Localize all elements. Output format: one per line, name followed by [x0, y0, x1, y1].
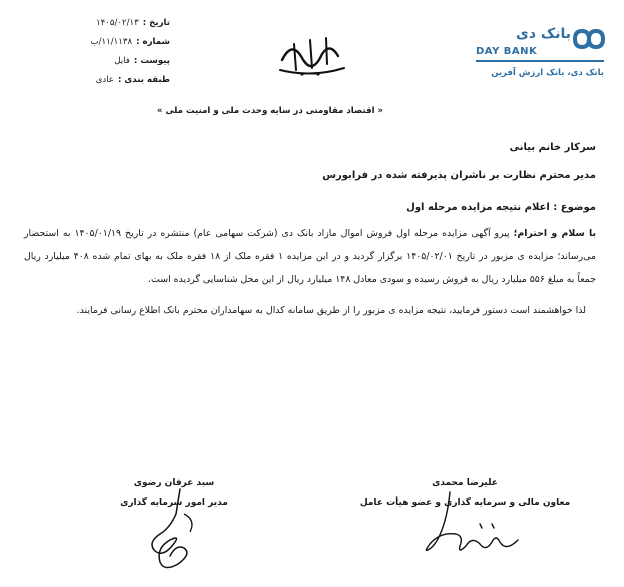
bank-logo-persian: بانک دی — [516, 26, 571, 42]
salutation: با سلام و احترام؛ — [513, 228, 596, 239]
date-label: تاریخ : — [142, 18, 170, 28]
bank-tagline: بانک دی، بانک ارزش آفرین — [491, 68, 604, 78]
letter-body — [24, 222, 596, 322]
right-signatory-name: علیرضا محمدی — [432, 478, 498, 488]
bank-logo-english: DAY BANK — [476, 46, 538, 57]
bank-logo — [472, 24, 608, 94]
left-signatory-role: مدیر امور سرمایه گذاری — [120, 498, 228, 508]
number-row — [40, 33, 170, 52]
left-signatory — [104, 478, 244, 508]
left-signatory-name: سید عرفان رضوی — [133, 478, 215, 488]
letter-subject: موضوع : اعلام نتیجه مزایده مرحله اول — [406, 202, 596, 213]
letter-meta — [40, 14, 170, 90]
right-signatory — [350, 478, 580, 508]
slogan: « اقتصاد مقاومتی در سایه وحدت ملی و امنیت ملی » — [156, 106, 384, 116]
logo-divider — [476, 60, 604, 62]
date-row — [40, 14, 170, 33]
body-paragraph-1 — [24, 222, 596, 291]
classification-label: طبقه بندی : — [118, 75, 170, 85]
attachment-label: پیوست : — [133, 56, 170, 66]
body-paragraph-2: لذا خواهشمند است دستور فرمایید، نتیجه مزایده ی مزبور را از طریق سامانه کدال به سهامداران محترم بانک اطلاع رسانی فرمایند. — [76, 305, 586, 316]
number-label: شماره : — [136, 37, 170, 47]
date-value: ۱۴۰۵/۰۲/۱۳ — [96, 18, 139, 28]
classification-value: عادی — [95, 75, 114, 85]
calligraphy-mark — [272, 30, 352, 80]
addressee-name: سرکار خانم بیانی — [509, 142, 596, 153]
addressee-title: مدیر محترم نظارت بر ناشران پذیرفته شده در فرابورس — [322, 170, 596, 181]
attachment-row — [40, 52, 170, 71]
number-value: ۱۱/۱۱۳۸/ب — [90, 37, 133, 47]
classification-row — [40, 71, 170, 90]
bank-logo-icon — [572, 28, 606, 50]
attachment-value: فایل — [114, 56, 130, 66]
right-signatory-role: معاون مالی و سرمایه گذاری و عضو هیأت عامل — [359, 498, 571, 508]
paragraph-1-text: پیرو آگهی مزایده مرحله اول فروش اموال مازاد بانک دی (شرکت سهامی عام) منتشره در تاریخ ۱۴۰۵/۰۱/۱۹ به استحضار می‌رساند؛ مزایده ی مزبور در تاریخ ۱۴۰۵/۰۲/۰۱ برگزار گردید و در این مزایده ۱ فقره ملک از ۱۸ فقره ملک به بهای تمام شده ۴۰۸ میلیارد ریال جمعاً به مبلغ ۵۵۶ میلیارد ریال به فروش رسیده و سودی معادل ۱۴۸ میلیارد ریال از این محل شناسایی گردیده است. — [24, 228, 597, 285]
